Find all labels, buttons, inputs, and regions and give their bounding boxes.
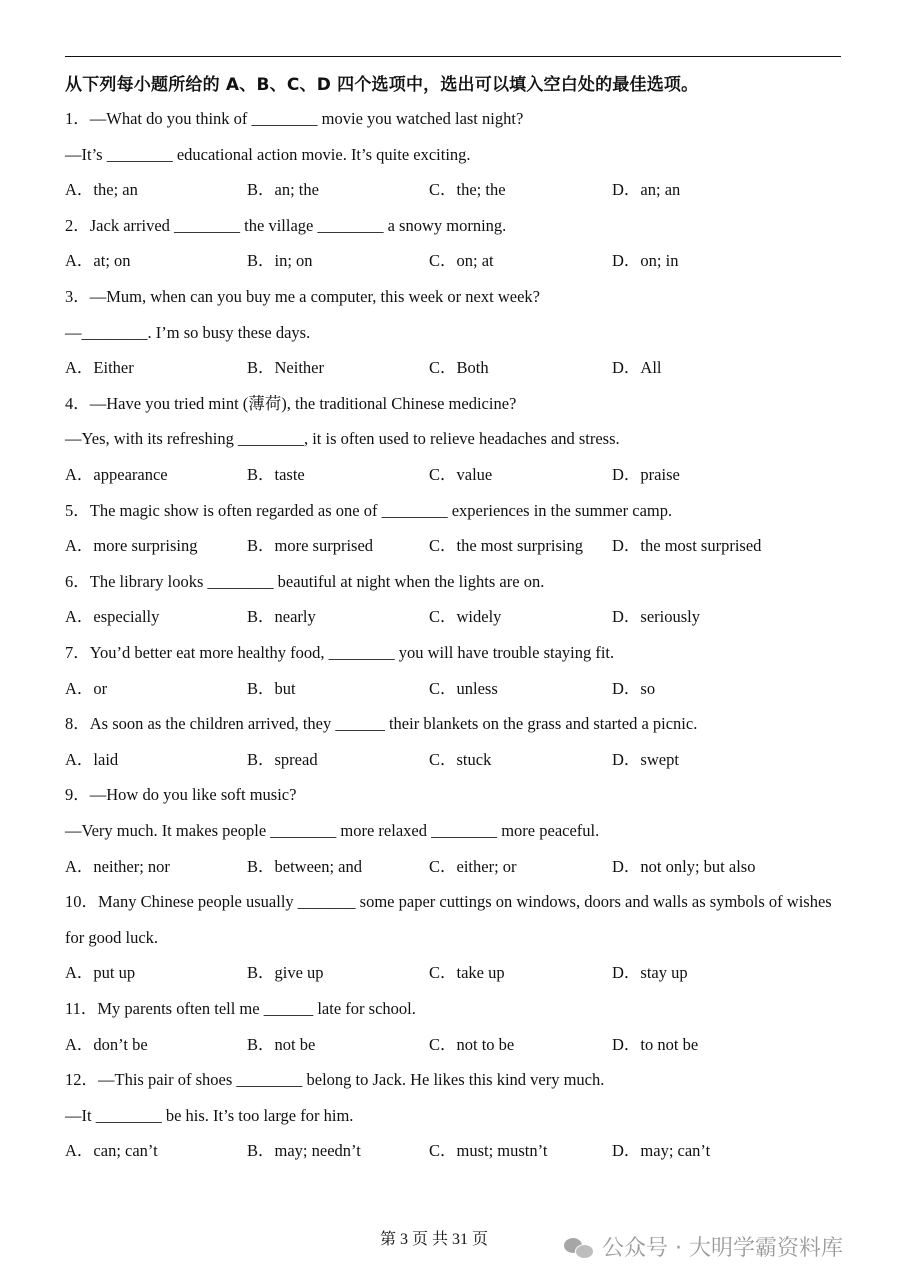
option-c: C．the; the [429, 180, 506, 200]
option-b: B．but [247, 678, 296, 698]
question-text: 9．—How do you like soft music? [65, 785, 297, 805]
option-row [65, 749, 845, 771]
option-d: D．to not be [612, 1034, 699, 1054]
option-b: B．give up [247, 963, 324, 983]
option-d: D．an; an [612, 180, 681, 200]
option-c: C．not to be [429, 1034, 515, 1054]
option-row [65, 1034, 845, 1056]
option-c: C．widely [429, 607, 502, 627]
option-d: D．praise [612, 465, 680, 484]
option-b: B．Neither [247, 358, 324, 378]
question-text: —Yes, with its refreshing ________, it is often used to relieve headaches and stress. [65, 429, 620, 449]
option-c: C．Both [429, 358, 489, 378]
page-number-footer: 第 3 页 共 31 页 [380, 1231, 489, 1248]
question-text: 5．The magic show is often regarded as one of ________ experiences in the summer camp. [65, 500, 673, 520]
option-d: D．stay up [612, 963, 688, 983]
option-b: B．not be [247, 1034, 316, 1054]
question-text: 4．—Have you tried mint (薄荷), the traditional Chinese medicine? [65, 393, 517, 413]
option-d: D．so [612, 678, 656, 698]
instruction-heading: 从下列每小题所给的 A、B、C、D 四个选项中，选出可以填入空白处的最佳选项。 [65, 75, 699, 95]
question-text: 7．You’d better eat more healthy food, ________ you will have trouble staying fit. [65, 643, 615, 662]
watermark-text: 公众号 · 大明学霸资料库 [602, 1236, 843, 1261]
option-a: A．the; an [65, 180, 138, 200]
option-a: A．especially [65, 607, 160, 627]
option-c: C．value [429, 465, 493, 484]
option-b: B．taste [247, 465, 305, 484]
option-d: D．swept [612, 749, 679, 769]
question-text: —It’s ________ educational action movie. It’s quite exciting. [65, 144, 471, 164]
option-row [65, 1140, 845, 1162]
option-a: A．don’t be [65, 1034, 148, 1054]
question-text: 12．—This pair of shoes ________ belong to Jack. He likes this kind very much. [65, 1070, 605, 1090]
option-d: D．All [612, 358, 662, 378]
option-c: C．the most surprising [429, 536, 584, 556]
option-d: D．may; can’t [612, 1141, 711, 1161]
option-c: C．either; or [429, 856, 517, 876]
question-text: 8．As soon as the children arrived, they ______ their blankets on the grass and started a picnic. [65, 714, 698, 734]
option-row [65, 606, 845, 628]
option-row [65, 962, 845, 984]
option-a: A．more surprising [65, 536, 198, 556]
option-a: A．neither; nor [65, 856, 170, 876]
option-a: A．at; on [65, 251, 131, 271]
option-a: A．Either [65, 358, 134, 378]
option-d: D．the most surprised [612, 536, 762, 556]
option-a: A．can; can’t [65, 1141, 158, 1161]
option-c: C．unless [429, 678, 498, 698]
option-b: B．an; the [247, 180, 319, 200]
question-text: 3．—Mum, when can you buy me a computer, this week or next week? [65, 287, 540, 306]
option-b: B．spread [247, 749, 318, 769]
option-c: C．must; mustn’t [429, 1141, 548, 1161]
question-text: 1．—What do you think of ________ movie you watched last night? [65, 109, 524, 128]
option-c: C．stuck [429, 749, 492, 769]
option-d: D．on; in [612, 251, 679, 271]
option-row [65, 678, 845, 700]
question-text: —________. I’m so busy these days. [65, 322, 311, 342]
option-row [65, 464, 845, 486]
option-a: A．laid [65, 749, 119, 769]
option-d: D．not only; but also [612, 856, 756, 876]
option-b: B．more surprised [247, 536, 374, 556]
wechat-icon [564, 1235, 594, 1259]
option-b: B．in; on [247, 251, 313, 271]
option-row [65, 179, 845, 201]
option-a: A．appearance [65, 465, 168, 484]
option-row [65, 250, 845, 272]
top-rule [65, 56, 841, 57]
question-text: 10．Many Chinese people usually _______ some paper cuttings on windows, doors and walls as symbols of wishes for good luck. [65, 892, 832, 947]
option-b: B．between; and [247, 856, 363, 876]
option-row [65, 535, 845, 557]
option-b: B．may; needn’t [247, 1141, 361, 1161]
watermark [564, 1231, 843, 1262]
option-b: B．nearly [247, 607, 316, 627]
option-d: D．seriously [612, 607, 700, 627]
question-text: 11．My parents often tell me ______ late for school. [65, 999, 416, 1018]
question-text: —It ________ be his. It’s too large for him. [65, 1105, 354, 1125]
option-row [65, 357, 845, 379]
option-c: C．take up [429, 963, 505, 983]
option-c: C．on; at [429, 251, 494, 271]
option-row [65, 856, 845, 878]
question-text: 2．Jack arrived ________ the village ________ a snowy morning. [65, 215, 507, 235]
option-a: A．put up [65, 963, 136, 983]
question-text: 6．The library looks ________ beautiful at night when the lights are on. [65, 571, 545, 591]
option-a: A．or [65, 678, 108, 698]
question-text: —Very much. It makes people ________ more relaxed ________ more peaceful. [65, 821, 600, 840]
